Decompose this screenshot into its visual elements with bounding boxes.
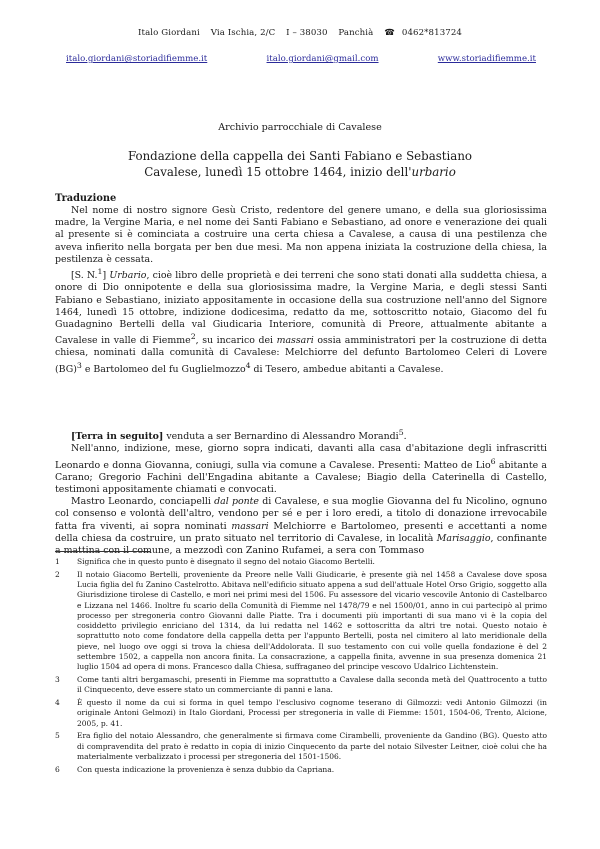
footnote-ref-1[interactable]: 1 [97, 267, 103, 277]
phone-number: 0462*813724 [401, 28, 462, 38]
letterhead [0, 28, 600, 38]
footnote: 3 Come tanti altri bergamaschi, presenti in Fiemme ma soprattutto a Cavalese dalla seconda metà del Quattrocento a tutto il Cinquecento, deve essere stato un commerciante di panni e lana. [55, 675, 547, 695]
body-text-block-1 [55, 205, 547, 376]
footnote: 6 Con questa indicazione la provenienza è senza dubbio da Capriana. [55, 764, 335, 774]
title-line-1: Fondazione della cappella dei Santi Fabiano e Sebastiano [127, 149, 473, 163]
paragraph-2: [S. N.$^1$] Urbario, cioè libro delle proprietà e dei terreni che sono stati donati alla suddetta chiesa, a onore di Dio onnipotente e della sua gloriosissima madre, la Vergine Maria, e degli stessi Santi Fabiano e Sebastiano, iniziato appositamente in occasione della sua costruzione nell'anno del Signore 1464, lunedì 15 ottobre, indizione dodicesima, redatto da me, sottoscritto notaio, Giacomo del fu Guadagnino Bertelli della val Giudicaria Interiore, comunità di Preore, attualmente abitante a Cavalese in valle di Fiemme$^2$, su incarico dei massari ossia amministratori per la costruzione di detta chiesa, nominati dalla comunità di Cavalese: Melchiorre del defunto Bartolomeo Celeri di Lovere (BG)$^3$ e Bartolomeo del fu Guglielmozzo$^4$ di Tesero, ambedue abitanti a Cavalese. [55, 267, 547, 375]
telephone-icon: ☎ [384, 28, 396, 38]
footnote-ref-3[interactable]: 3 [76, 360, 82, 370]
sale-heading: [Terra in seguito] venduta a ser Bernardino di Alessandro Morandi$^5$. [71, 428, 407, 443]
postal-code: I – 38030 [286, 28, 328, 38]
city: Panchià [338, 28, 374, 38]
body-text-block-2 [55, 427, 547, 557]
footnote: 4 È questo il nome da cui si forma in quel tempo l'esclusivo cognome teserano di Gilmozzi: vedi Antonio Gilmozzi (in originale Antoni Gelmozi) in Italo Giordani, Processi per stregoneria in valle di Fiemme: 1501, 1504-06, Trento, Alcione, 2005, p. 41. [55, 698, 547, 728]
section-heading-translation: Traduzione [55, 193, 117, 204]
footnote: 2 Il notaio Giacomo Bertelli, proveniente da Preore nelle Valli Giudicarie, è presente già nel 1458 a Cavalese dove sposa Lucia figlia del fu Zanino Castelrotto. Abitava nell'edificio situato appena a sud dell'attuale Hotel Orso Grigio, soggetto alla Giurisdizione tirolese di Castello, e morì nei primi mesi del 1506. Fu assessore del vicario vescovile Antonio di Castelbarco e Lizzana nel 1466. Inoltre fu scario della Comunità di Fiemme nel 1478/79 e nel 1500/01, anno in cui partecipò al primo processo per stregoneria contro Giovanni dalle Piatte. Tra i documenti più importanti di sua mano vi è la copia del cosiddetto privilegio enriciano del 1314, da lui redatta nel 1462 e sottoscritta da altri tre notai. Questo notaio è soprattutto noto come fondatore della cappella detta per l'appunto Bertelli, posta nel cimitero al lato meridionale della pieve, nel luogo ove oggi si trova la chiesa dell'Addolorata. Il suo testamento con cui volle quella fondazione è del 2 settembre 1502, a cappella non ancora finita. La consacrazione, a cappella finita, avvenne in sua presenza domenica 21 luglio 1504 ad opera di mons. Francesco dalla Chiesa, suffraganeo del principe vescovo Udalrico Lichtenstein. [55, 569, 547, 672]
title-line-2-text: Cavalese, lunedì 15 ottobre 1464, inizio dell' [144, 165, 412, 179]
footnote: 1 Significa che in questo punto è disegnato il segno del notaio Giacomo Bertelli. [55, 557, 375, 566]
footnote-ref-2[interactable]: 2 [190, 332, 196, 342]
footnote-ref-6[interactable]: 6 [490, 456, 496, 466]
footnote-ref-5[interactable]: 5 [398, 428, 404, 437]
website-link[interactable]: www.storiadifiemme.it [437, 54, 536, 64]
footnote-separator [55, 551, 150, 552]
email-link-storiadifiemme[interactable]: italo.giordani@storiadifiemme.it [66, 54, 208, 64]
document-title [0, 148, 600, 180]
email-link-gmail[interactable]: italo.giordani@gmail.com [266, 54, 379, 64]
archive-source: Archivio parrocchiale di Cavalese [218, 122, 382, 133]
paragraph-1: Nel nome di nostro signore Gesù Cristo, redentore del genere umano, e della sua gloriosissima madre, la Vergine Maria, e nel nome dei Santi Fabiano e Sebastiano, ad onore e venerazione dei quali al presente si è cominciata a costruire una certa chiesa a Cavalese, a causa di una pestilenza che aveva infierito nella borgata per ben due mesi. Ma non appena iniziata la costruzione della chiesa, la pestilenza è cessata. [55, 205, 547, 265]
paragraph-4: Mastro Leonardo, conciapelli dal ponte di Cavalese, e sua moglie Giovanna del fu Nicolino, ognuno col consenso e volontà dell'altro, vendono per sé e per i loro eredi, a titolo di donazione irrevocabile fatta fra viventi, ai sopra nominati massari Melchiorre e Bartolomeo, presenti e accettanti a nome della chiesa da costruire, un prato situato nel territorio di Cavalese, in località Marisaggio, confinante a mattina con il comune, a mezzodì con Zanino Rufamei, a sera con Tommaso [55, 496, 547, 557]
paragraph-3: Nell'anno, indizione, mese, giorno sopra indicati, davanti alla casa d'abitazione degli infrascritti Leonardo e donna Giovanna, coniugi, sulla via comune a Cavalese. Presenti: Matteo de Lio$^6$ abitante a Carano; Gregorio Fachini dell'Engadina abitante a Cavalese; Biagio della Caterinella di Castello, testimoni appositamente chiamati e convocati. [55, 443, 547, 496]
contact-links [66, 54, 536, 64]
address: Via Ischia, 2/C [210, 28, 276, 38]
title-line-2 [0, 164, 600, 180]
title-urbario: urbario [411, 165, 456, 179]
footnotes [55, 557, 547, 777]
author-name: Italo Giordani [138, 28, 200, 38]
footnote: 5 Era figlio del notaio Alessandro, che generalmente si firmava come Cirambelli, proveniente da Gandino (BG). Questo atto di compravendita del prato è redatto in copia di inizio Cinquecento da parte del notaio Silvester Leitner, cioè colui che ha materialmente verbalizzato i processi per stregoneria del 1501-1506. [55, 731, 547, 761]
footnote-ref-4[interactable]: 4 [245, 360, 251, 370]
